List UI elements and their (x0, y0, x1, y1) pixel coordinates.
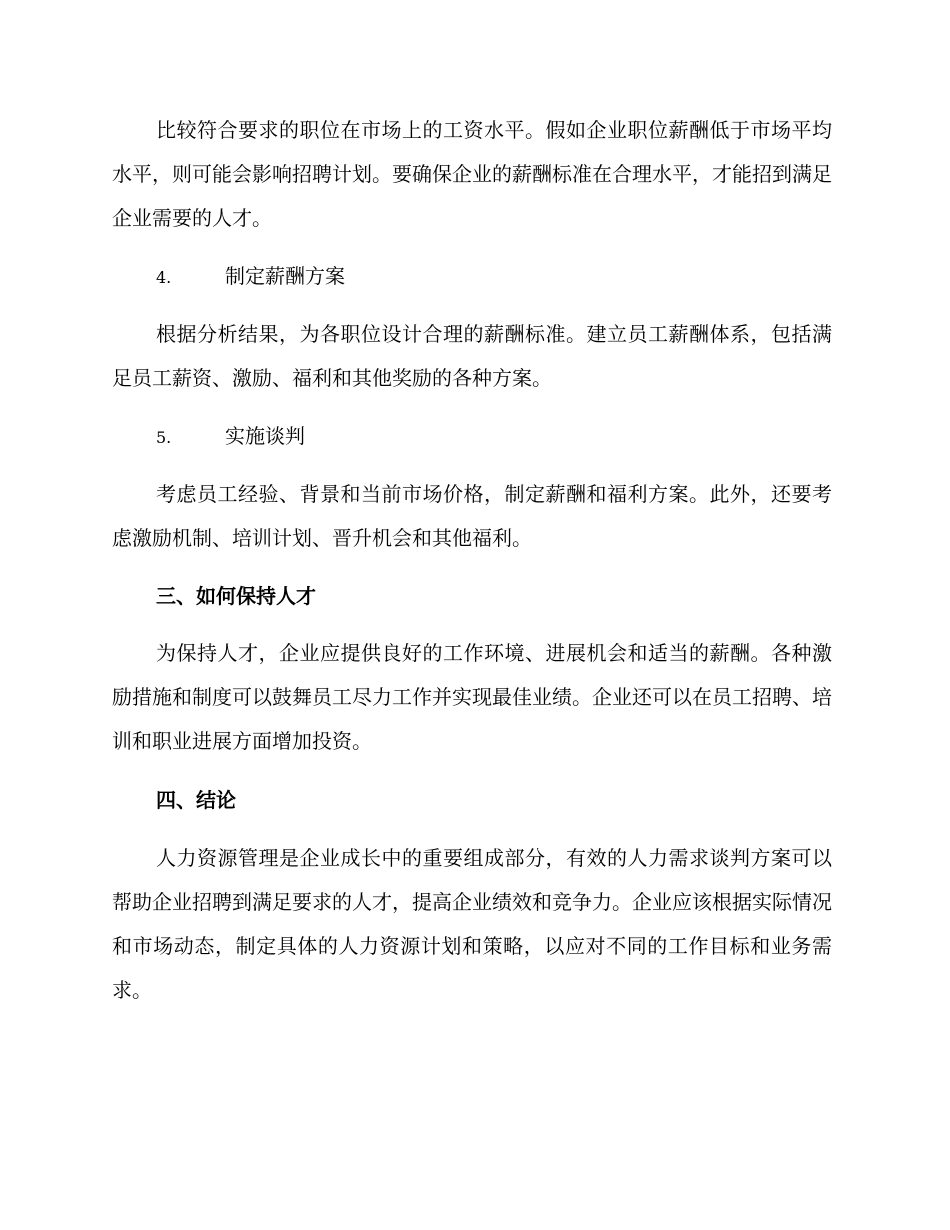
paragraph-salary-plan: 根据分析结果，为各职位设计合理的薪酬标准。建立员工薪酬体系，包括满足员工薪资、激励、福利和其他奖励的各种方案。 (112, 322, 832, 390)
section-heading-retain-talent: 三、如何保持人才 (156, 584, 316, 608)
paragraph-retain-talent: 为保持人才，企业应提供良好的工作环境、进展机会和适当的薪酬。各种激励措施和制度可以鼓舞员工尽力工作并实现最佳业绩。企业还可以在员工招聘、培训和职业进展方面增加投资。 (112, 641, 832, 753)
list-item-4 (156, 254, 345, 300)
list-item-title: 实施谈判 (225, 424, 305, 448)
list-item-number: 5. (156, 428, 172, 447)
paragraph-salary-market: 比较符合要求的职位在市场上的工资水平。假如企业职位薪酬低于市场平均水平，则可能会影响招聘计划。要确保企业的薪酬标准在合理水平，才能招到满足企业需要的人才。 (112, 118, 832, 230)
list-item-title: 制定薪酬方案 (225, 264, 345, 288)
paragraph-conclusion: 人力资源管理是企业成长中的重要组成部分，有效的人力需求谈判方案可以帮助企业招聘到满足要求的人才，提高企业绩效和竞争力。企业应该根据实际情况和市场动态，制定具体的人力资源计划和策略，以应对不同的工作目标和业务需求。 (112, 846, 832, 1002)
section-heading-conclusion: 四、结论 (156, 788, 236, 812)
list-item-number: 4. (156, 268, 172, 287)
paragraph-negotiation: 考虑员工经验、背景和当前市场价格，制定薪酬和福利方案。此外，还要考虑激励机制、培训计划、晋升机会和其他福利。 (112, 482, 832, 550)
list-item-5 (156, 414, 305, 460)
